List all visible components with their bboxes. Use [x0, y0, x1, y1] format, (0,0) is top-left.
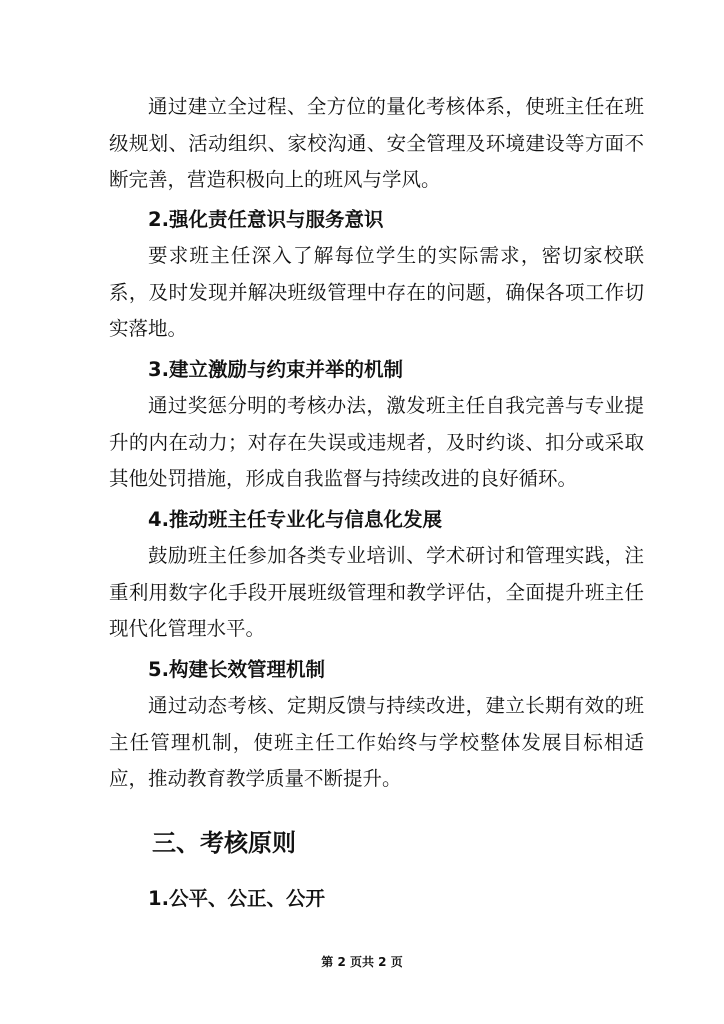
item-3-body: 通过奖惩分明的考核办法，激发班主任自我完善与专业提升的内在动力；对存在失误或违规者，及时约谈、扣分或采取其他处罚措施，形成自我监督与持续改进的良好循环。: [109, 394, 644, 490]
item-2-heading: 2.强化责任意识与服务意识: [148, 208, 384, 231]
section-title: 三、考核原则: [152, 829, 296, 857]
item-3-heading: 3.建立激励与约束并举的机制: [148, 358, 403, 381]
intro-paragraph: 通过建立全过程、全方位的量化考核体系，使班主任在班级规划、活动组织、家校沟通、安全管理及环境建设等方面不断完善，营造积极向上的班风与学风。: [109, 95, 644, 191]
page-footer: 第 2 页共 2 页: [321, 955, 403, 969]
item-4-body: 鼓励班主任参加各类专业培训、学术研讨和管理实践，注重利用数字化手段开展班级管理和教学评估，全面提升班主任现代化管理水平。: [109, 544, 644, 640]
item-2-body: 要求班主任深入了解每位学生的实际需求，密切家校联系，及时发现并解决班级管理中存在的问题，确保各项工作切实落地。: [109, 244, 644, 340]
item-5-body: 通过动态考核、定期反馈与持续改进，建立长期有效的班主任管理机制，使班主任工作始终与学校整体发展目标相适应，推动教育教学质量不断提升。: [109, 694, 644, 790]
principle-1-heading: 1.公平、公正、公开: [148, 887, 325, 910]
item-4-heading: 4.推动班主任专业化与信息化发展: [148, 508, 442, 531]
item-5-heading: 5.构建长效管理机制: [148, 658, 325, 681]
